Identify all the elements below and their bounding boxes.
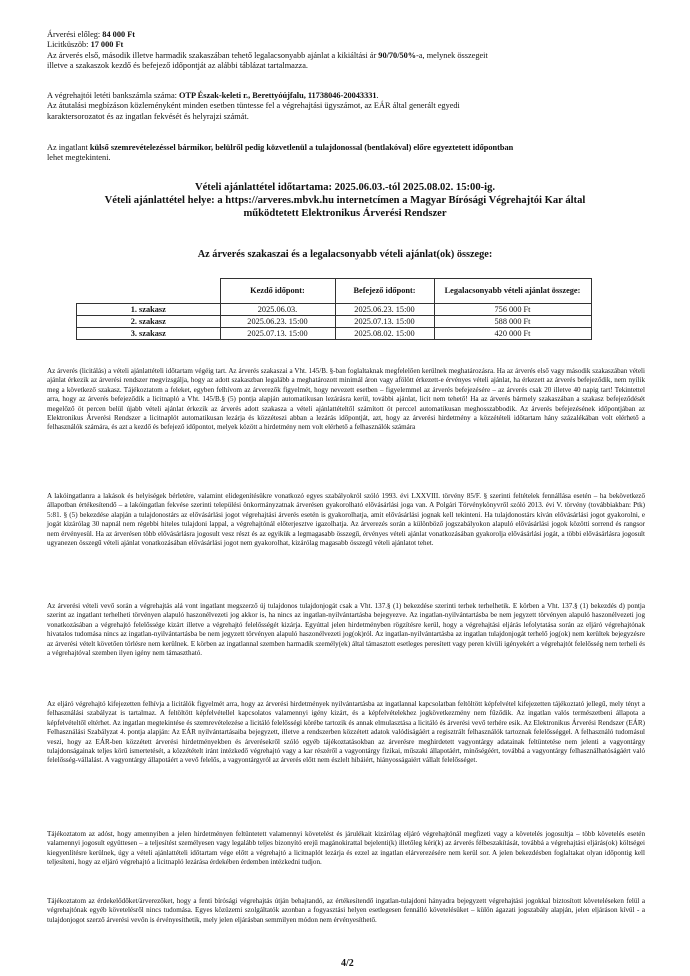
paragraph-preemption <box>47 492 645 548</box>
stage-start: 2025.06.03. <box>220 304 335 316</box>
column-header-min-bid: Legalacsonyabb vételi ajánlat összege: <box>434 279 591 304</box>
increment-label: Licitküszöb: <box>47 40 89 50</box>
stage-start: 2025.06.23. 15:00 <box>220 316 335 328</box>
bid-place-heading-line1: Vételi ajánlattétel helye: a https://arveres.mbvk.hu internetcímen a Magyar Bírósági Végrehajtói Kar által <box>104 195 586 206</box>
paragraph-text: A lakóingatlanra a lakások és helyiségek bérletére, valamint elidegenítésükre vonatkozó egyes szabályokról szóló 1993. évi LXXVIII. törvény 85/F. § szerinti feltételek fennállása esetén – ha bekövetkező állapotban értékesítendő – a lakóingatlan fekvése szerinti települési önkormányzatnak árverésen gyakorolható elővásárlási joga van. A Polgári Törvénykönyvről szóló 2013. évi V. törvény (továbbiakban: Ptk) 5:81. § (5) bekezdése alapján a tulajdonostárs az elővásárlási jogot végrehajtási árverés esetén is gyakorolhatja, amit elővásárlási jognak kell tekinteni. Ha tulajdonostárs kíván elővásárlási jogot gyakorolni, e jogát kizárólag 30 napnál nem régebbi hiteles tulajdoni lappal, a végrehajtónál előterjesztve igazolhatja. Az árverezés során a különböző jogszabályokon alapuló elővásárlási jogok közötti sorrend és rangsor nem érvényesül. Ha az árverésen több elővásárlásra jogosult vesz részt és az egyikük a legmagasabb összegű, érvényes vételi ajánlat vonatkozásában gyakorolja elővásárlási jogát, a többi elővásárlásra jogosult ugyanezen összegű vételi ajánlat vonatkozásában elővásárlási jogot nem gyakorolhat, kizárólag magasabb összegű vételi ajánlatot tehet. <box>47 492 645 548</box>
stages-text-a: Az árverés első, második illetve harmadik szakaszában tehető legalacsonyabb ajánlat a kikiáltási ár <box>47 50 377 60</box>
column-header-start: Kezdő időpont: <box>220 279 335 304</box>
bid-period-heading: Vételi ajánlattétel időtartama: 2025.06.03.-tól 2025.08.02. 15:00-ig. <box>194 182 496 193</box>
auction-stages-table <box>76 278 592 340</box>
paragraph-disclaimer <box>47 700 645 766</box>
paragraph-text: Az árverés (licitálás) a vételi ajánlattételi időtartam végéig tart. Az árverés szakaszai a Vht. 145/B. §-ban foglaltaknak megfelelően kerülnek meghatározásra. Ha az árverés első vagy második szakaszában vételi ajánlat érkezik az árverési rendszer megvizsgálja, hogy az adott szakaszban legalább a meghatározott minimál áron vagy afölött érkezett-e érvényes vételi ajánlat, ha érkezett az árverés befejeződik, nem nyílik meg a következő szakasz. Tájékoztatom a feleket, egyben felhívom az árverezők figyelmét, hogy nevezett esetben – figyelemmel az árverés befejezésére – az árverés csak 20 illetve 40 napig tart! Tekintettel arra, hogy az árverés befejeződik a licitnapló a Vht. 145/B.§ (5) pontja alapján automatikusan lezárásra kerül, további ajánlat, licit nem tehető! Ha az árverés bármely szakaszában a szakasz befejeződését megelőző öt percen belül újabb vételi ajánlat érkezik az árverés adott szakasza a vételi ajánlattételtől számított öt perccel automatikusan meghosszabbodik. Az árverés befejezésének időpontjában az Elektronikus Árverési Rendszer a licitnaplót automatikusan lezárja és közzéteszi abban a lezárás időpontját, azt, hogy az árverési hirdetmény a közzétételi időtartam hány százalékában volt elérhető a felhasználók számára, és azt a kezdő és befejező időpontot, melyek között a hirdetmény nem volt elérhető a felhasználók számára <box>47 367 645 432</box>
stages-percent: 90/70/50% <box>378 50 417 60</box>
paragraph-auction-duration <box>47 367 645 433</box>
column-header-end: Befejező időpont: <box>335 279 434 304</box>
stage-end: 2025.08.02. 15:00 <box>335 328 434 340</box>
table-corner <box>77 279 221 304</box>
paragraph-other-claims <box>47 897 645 925</box>
paragraph-text: Az eljáró végrehajtó kifejezetten felhívja a licitálók figyelmét arra, hogy az árverési hirdetmények nyilvántartásba az ingatlannal kapcsolatban feltöltött képfelvétel kifejezetten tájékoztató jellegű, mely tényt a felhasználási szabályzat is tartalmaz. A feltöltött képfelvétellel kapcsolatos valamennyi igény kizárt, és a képfelvételekhez jogkövetkezmény nem fűződik. Az ingatlan valós természetbeni állapota a képfelvételtől eltérhet. Az ingatlan megtekintése és szemrevételezése a licitáló felelősségi körébe tartozik és annak elmulasztása a licitáló és árverési vevő terhére esik. Az Elektronikus Árverési Rendszer (EÁR) Felhasználási Szabályzat 4. pontja alapján: Az EÁR nyilvántartásaiba bejegyzett, illetve a rendszerben közzétett adatok valódiságáért a regisztrált felhasználók tartoznak felelősséggel. A felhasználó tudomásul veszi, hogy az EÁR-ben közzétett árverési hirdetményekben és árverésekről szóló egyéb tájékoztatásokban az árverésre meghirdetett vagyontárgy adatainak feltüntetése nem jelenti a vagyontárgy tulajdonságainak teljes körű ismertetését, a közzétételt iránt intézkedő végrehajtó vagy a kar részéről a vagyontárgy fizikai, műszaki állapotáért, minőségéért, továbbá a vagyontárgy felhasználhatóságáért való felelősség-vállalást. A vagyontárgy állapotáért a vevő felelős, a vagyontárgyról az árverés előtt nem észlelt hibáiért, hiányosságaiért vállalt felelősséget. <box>47 700 645 765</box>
inspection-section <box>47 143 647 164</box>
inspection-text-a: Az ingatlant <box>47 143 88 152</box>
bank-label: A végrehajtói letéti bankszámla száma: <box>47 91 177 100</box>
deposit-label: Árverési előleg: <box>47 30 101 39</box>
deposit-line <box>47 30 647 72</box>
page-number: 4/2 <box>341 958 354 969</box>
stage-label: 3. szakasz <box>77 328 221 340</box>
table-row <box>77 328 592 340</box>
stages-text-b: -a, melynek összegeit <box>416 50 488 60</box>
bank-section <box>47 91 647 122</box>
bank-note-line2: karaktersorozatot és az ingatlan fekvését és helyrajzi számát. <box>47 111 249 121</box>
inspection-text-line2: lehet megtekinteni. <box>47 153 111 163</box>
table-heading: Az árverés szakaszai és a legalacsonyabb vételi ajánlat(ok) összege: <box>197 249 493 260</box>
stage-min-bid: 420 000 Ft <box>434 328 591 340</box>
paragraph-text: Tájékoztatom az érdekelődőket/árverezőket, hogy a fenti bírósági végrehajtás útján behajtandó, az értékesítendő ingatlan-tulajdoni hányadra bejegyzett végrehajtási jogokkal biztosított követeléseken felül a végrehajtónak egyéb követelésről nincs tudomása. Egyes közüzemi szolgáltatók azonban a fogyasztási helyen esetlegesen fennálló követelésüket – külön ágazati jogszabály alapján, jelen eljáráson kívül - a tulajdonjogot szerző árverési vevőn is érvényesíthetik, mely jelen eljárásban semmilyen módon nem érvényesíthető. <box>47 897 645 924</box>
table-header-row <box>77 279 592 304</box>
stage-min-bid: 588 000 Ft <box>434 316 591 328</box>
increment-value: 17 000 Ft <box>90 40 124 50</box>
stage-min-bid: 756 000 Ft <box>434 304 591 316</box>
stage-start: 2025.07.13. 15:00 <box>220 328 335 340</box>
stages-text-line2: illetve a szakaszok kezdő és befejező időpontját az alábbi táblázat tartalmazza. <box>47 61 308 71</box>
inspection-text-b: külső szemrevételezéssel bármikor, belülről pedig közvetlenül a tulajdonossal (bentlakóval) előre egyeztetett időpontban <box>89 143 514 152</box>
bid-place-heading-line2: működtetett Elektronikus Árverési Rendszer <box>243 208 447 219</box>
paragraph-encumbrances <box>47 602 645 658</box>
auction-info <box>40 181 650 220</box>
table-heading-wrap <box>40 248 650 261</box>
paragraph-debtor-notice <box>47 830 645 868</box>
bank-period: . <box>376 91 379 100</box>
paragraph-text: Tájékoztatom az adóst, hogy amennyiben a jelen hirdetményen feltüntetett valamennyi követelést és járulékait kizárólag eljáró végrehajtónál megfizeti vagy a követelés jogosultja – több követelés esetén valamennyi jogosult együttesen – a teljesítést személyesen vagy legalább teljes bizonyító erejű magánokirattal bejelenti(k) illetőleg kéri(k) az árverés félbeszakítását, továbbá a végrehajtási eljárás(ok) költségei kiegyenlítésre kerülnek, úgy a vételi ajánlattételi időtartam vége előtt a végrehajtó a licitnaplót lezárja és ezzel az ingatlan elárverezésére nem kerül sor. A jelen bekezdésben foglaltakat olyan időpontig kell teljesíteni, hogy az eljáró végrehajtó a licitnapló lezárása érdekében érdemben intézkedni tudjon. <box>47 830 645 867</box>
deposit-value: 84 000 Ft <box>102 30 136 39</box>
bank-account: OTP Észak-keleti r., Berettyóújfalu, 11738046-20043331 <box>179 91 377 100</box>
stage-label: 1. szakasz <box>77 304 221 316</box>
stage-label: 2. szakasz <box>77 316 221 328</box>
table-row <box>77 316 592 328</box>
stage-end: 2025.06.23. 15:00 <box>335 304 434 316</box>
bank-note-line1: Az átutalási megbízáson közleményként minden esetben tüntesse fel a végrehajtási ügyszámot, az EÁR által generált egyedi <box>47 101 460 111</box>
paragraph-text: Az árverési vételi vevő során a végrehajtás alá vont ingatlant megszerző új tulajdonos tulajdonjogát csak a Vht. 137.§ (1) bekezdése szerinti terhek terhelhetik. E körben a Vht. 137.§ (1) bekezdés d) pontja szerint az ingatlant terhelheti törvényen alapuló haszonélvezeti jog akkor is, ha nincs az ingatlan-nyilvántartásba bejegyezve. Az ingatlan-nyilvántartásba be nem jegyzett törvényen alapuló haszonélvezeti jog vonatkozásában a végrehajtó felelőssége kizárt illetve a végrehajtó felelősségét kizárja. Egyúttal jelen hirdetményben rögzítésre kerül, hogy a végrehajtási eljárás lefolytatása során az eljáró végrehajtónak hivatalos tudomása nincs az ingatlan-nyilvántartásba be nem jegyzett törvényen alapuló haszonélvezeti jog(ok)ról. Az ingatlan-nyilvántartásba az ingatlan tulajdonjogát terhelő jog(ok) nem kerültek bejegyzésre az árverési vételt követően törlésre nem kerülnek. E körben az ingatlannal szemben harmadik személy(ek) által támasztott esetleges peresített vagy peren kívüli igényekért a végrehajtót felelősség nem terheli és a végrehajtóval szemben ilyen igény nem támasztható. <box>47 602 645 658</box>
stage-end: 2025.07.13. 15:00 <box>335 316 434 328</box>
table-row <box>77 304 592 316</box>
